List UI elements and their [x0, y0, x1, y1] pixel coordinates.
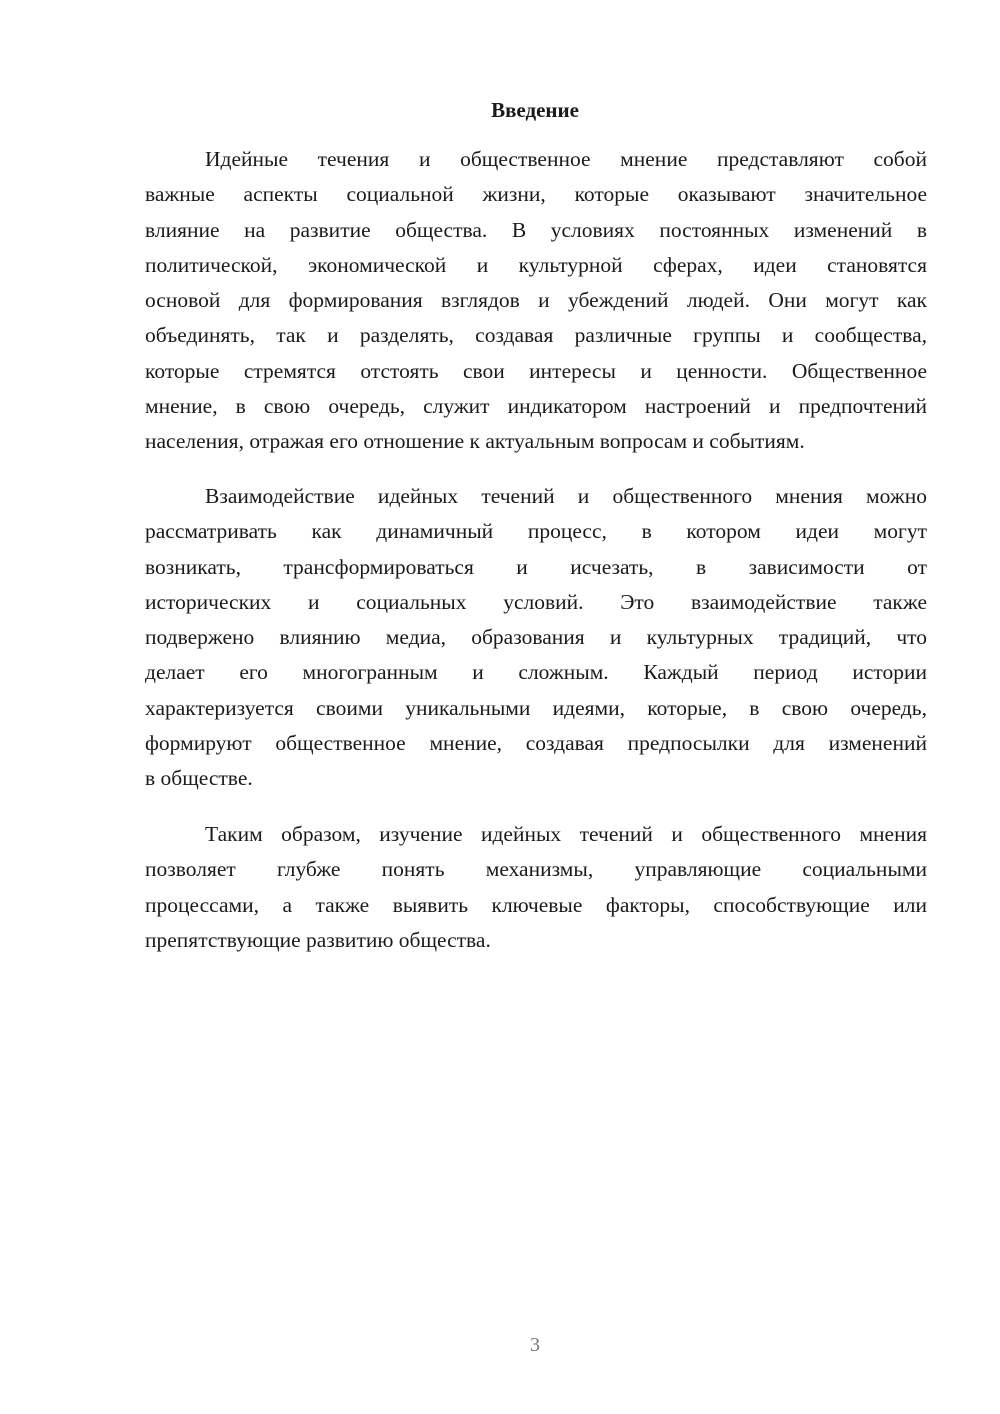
text-line: основой для формирования взглядов и убеждений людей. Они могут как [145, 288, 927, 313]
text-line: рассматривать как динамичный процесс, в котором идеи могут [145, 519, 927, 544]
text-line: объединять, так и разделять, создавая различные группы и сообщества, [145, 323, 927, 348]
text-line: мнение, в свою очередь, служит индикатором настроений и предпочтений [145, 394, 927, 419]
text-line: позволяет глубже понять механизмы, управляющие социальными [145, 857, 927, 882]
page-number: 3 [530, 1334, 540, 1356]
text-line: которые стремятся отстоять свои интересы и ценности. Общественное [145, 358, 927, 383]
text-line: Взаимодействие идейных течений и общественного мнения можно [205, 484, 927, 508]
paragraph-1 [145, 142, 927, 460]
text-line: Идейные течения и общественное мнение представляют собой [205, 147, 927, 171]
text-line: подвержено влиянию медиа, образования и культурных традиций, что [145, 625, 927, 650]
text-line: Таким образом, изучение идейных течений и общественного мнения [205, 822, 927, 846]
text-line: характеризуется своими уникальными идеями, которые, в свою очередь, [145, 695, 927, 720]
paragraph-3 [145, 817, 927, 958]
text-line: процессами, а также выявить ключевые факторы, способствующие или [145, 892, 927, 917]
text-line: в обществе. [145, 766, 253, 791]
text-line: исторических и социальных условий. Это взаимодействие также [145, 589, 927, 614]
text-line: политической, экономической и культурной сферах, идеи становятся [145, 252, 927, 277]
section-title: Введение [491, 98, 579, 122]
paragraph-2 [145, 479, 927, 797]
text-line: влияние на развитие общества. В условиях постоянных изменений в [145, 217, 927, 242]
text-line: населения, отражая его отношение к актуальным вопросам и событиям. [145, 429, 805, 454]
text-line: делает его многогранным и сложным. Каждый период истории [145, 660, 927, 685]
text-line: возникать, трансформироваться и исчезать, в зависимости от [145, 554, 927, 579]
text-line: важные аспекты социальной жизни, которые оказывают значительное [145, 182, 927, 207]
text-line: препятствующие развитию общества. [145, 927, 491, 952]
text-line: формируют общественное мнение, создавая предпосылки для изменений [145, 731, 927, 756]
